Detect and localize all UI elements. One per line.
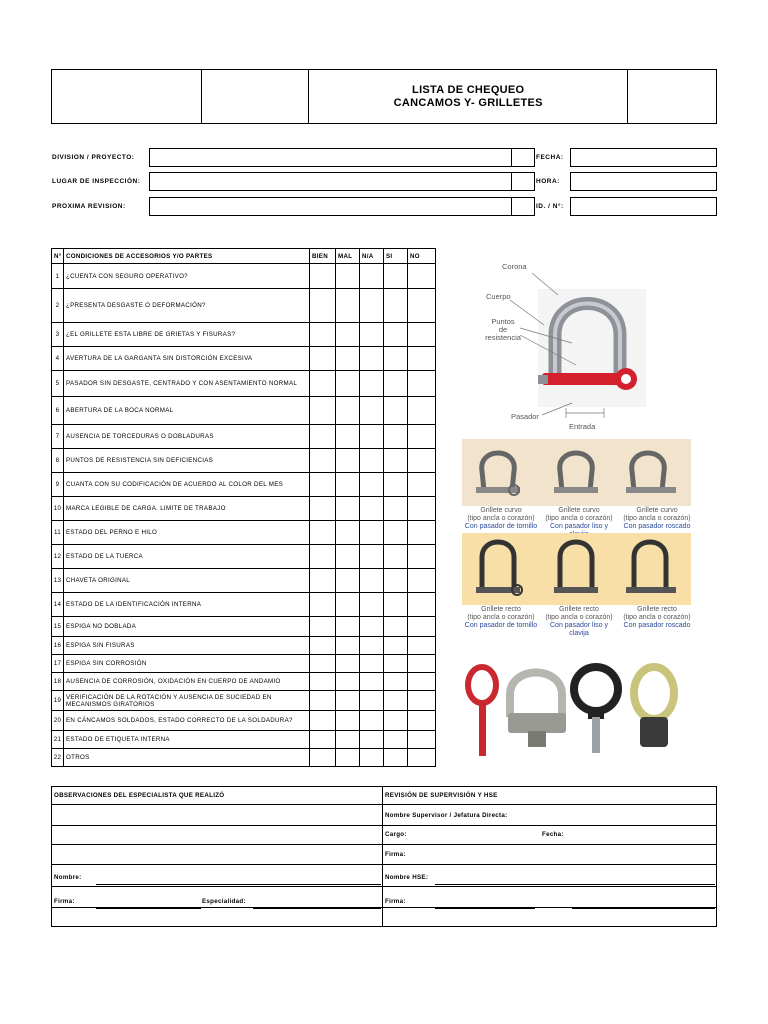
shackle-curved-2 [554, 453, 598, 493]
check-cell-na[interactable] [360, 473, 384, 497]
type-caption-line: Grillete curvo [636, 507, 678, 514]
check-cell-bien[interactable] [310, 497, 336, 521]
row-condition: CHAVETA ORIGINAL [64, 569, 310, 593]
row-number: 5 [52, 371, 64, 397]
hora-field[interactable] [570, 172, 717, 191]
black-eyebolt [574, 667, 618, 753]
row-number: 1 [52, 264, 64, 289]
check-cell-na[interactable] [360, 425, 384, 449]
row-condition: ESPIGA SIN FISURAS [64, 637, 310, 655]
check-cell-bien[interactable] [310, 545, 336, 569]
check-cell-no[interactable] [408, 497, 436, 521]
check-cell-bien[interactable] [310, 569, 336, 593]
proxima-field[interactable] [149, 197, 512, 216]
check-cell-na[interactable] [360, 569, 384, 593]
check-cell-no[interactable] [408, 289, 436, 323]
row-number: 8 [52, 449, 64, 473]
shackle-curved-3 [626, 453, 676, 493]
cargo-label: Cargo: [385, 831, 407, 838]
row-condition: ESPIGA NO DOBLADA [64, 617, 310, 637]
row-number: 3 [52, 323, 64, 347]
check-cell-mal[interactable] [336, 323, 360, 347]
table-row [52, 347, 436, 371]
check-cell-bien[interactable] [310, 749, 336, 767]
check-cell-bien[interactable] [310, 371, 336, 397]
type-caption-line: Grillete recto [481, 606, 521, 613]
row-number: 21 [52, 731, 64, 749]
check-cell-mal[interactable] [336, 497, 360, 521]
table-row [52, 731, 436, 749]
check-cell-na[interactable] [360, 449, 384, 473]
col-si: SI [384, 249, 408, 264]
checklist-table [51, 248, 436, 767]
check-cell-no[interactable] [408, 691, 436, 711]
division-field-extra[interactable] [511, 148, 535, 167]
type-caption-line: Con pasador liso y clavija [550, 622, 608, 637]
row-condition: AUSENCIA DE TORCEDURAS O DOBLADURAS [64, 425, 310, 449]
row-condition: AUSENCIA DE CORROSIÓN, OXIDACIÓN EN CUERPO DE ANDAMIO [64, 673, 310, 691]
row-number: 16 [52, 637, 64, 655]
division-field[interactable] [149, 148, 512, 167]
row-number: 14 [52, 593, 64, 617]
label-pasador: Pasador [511, 412, 539, 421]
id-field[interactable] [570, 197, 717, 216]
check-cell-bien[interactable] [310, 347, 336, 371]
type-caption-line: (tipo ancla o corazón) [623, 515, 691, 522]
check-cell-si[interactable] [384, 545, 408, 569]
type-caption [618, 507, 696, 531]
check-cell-si[interactable] [384, 569, 408, 593]
row-condition: PUNTOS DE RESISTENCIA SIN DEFICIENCIAS [64, 449, 310, 473]
check-cell-bien[interactable] [310, 264, 336, 289]
check-cell-mal[interactable] [336, 655, 360, 673]
check-cell-no[interactable] [408, 449, 436, 473]
row-condition: ¿CUENTA CON SEGURO OPERATIVO? [64, 264, 310, 289]
row-number: 10 [52, 497, 64, 521]
row-number: 12 [52, 545, 64, 569]
col-bien: BIEN [310, 249, 336, 264]
type-caption-line: (tipo ancla o corazón) [467, 614, 535, 621]
check-cell-no[interactable] [408, 521, 436, 545]
check-cell-mal[interactable] [336, 749, 360, 767]
shackle-straight-2 [554, 542, 598, 593]
check-cell-bien[interactable] [310, 425, 336, 449]
check-cell-na[interactable] [360, 289, 384, 323]
especialidad-label: Especialidad: [202, 898, 246, 905]
row-condition: OTROS [64, 749, 310, 767]
col-na: N/A [360, 249, 384, 264]
check-cell-bien[interactable] [310, 289, 336, 323]
table-row [52, 617, 436, 637]
check-cell-na[interactable] [360, 397, 384, 425]
check-cell-no[interactable] [408, 569, 436, 593]
check-cell-no[interactable] [408, 545, 436, 569]
type-caption [462, 507, 540, 531]
check-cell-no[interactable] [408, 473, 436, 497]
check-cell-no[interactable] [408, 637, 436, 655]
swivel-hoist-ring [508, 673, 566, 748]
row-condition: ESTADO DE ETIQUETA INTERNA [64, 731, 310, 749]
check-cell-na[interactable] [360, 673, 384, 691]
row-condition: ¿PRESENTA DESGASTE O DEFORMACIÓN? [64, 289, 310, 323]
check-cell-na[interactable] [360, 749, 384, 767]
check-cell-mal[interactable] [336, 371, 360, 397]
table-row [52, 569, 436, 593]
check-cell-si[interactable] [384, 449, 408, 473]
table-row [52, 655, 436, 673]
check-cell-mal[interactable] [336, 691, 360, 711]
check-cell-bien[interactable] [310, 655, 336, 673]
title-line1: LISTA DE CHEQUEO [412, 83, 525, 96]
check-cell-no[interactable] [408, 711, 436, 731]
shackle-diagram [460, 255, 730, 435]
rev-cell [628, 70, 716, 123]
type-caption-line: Con pasador de tornillo [464, 523, 538, 530]
row-condition: MARCA LEGIBLE DE CARGA. LIMITE DE TRABAJO [64, 497, 310, 521]
table-row [52, 545, 436, 569]
row-condition: ¿EL GRILLETE ESTA LIBRE DE GRIETAS Y FISURAS? [64, 323, 310, 347]
check-cell-no[interactable] [408, 323, 436, 347]
check-cell-na[interactable] [360, 655, 384, 673]
check-cell-si[interactable] [384, 497, 408, 521]
row-number: 19 [52, 691, 64, 711]
code-cell [202, 70, 310, 123]
row-condition: ABERTURA DE LA BOCA NORMAL [64, 397, 310, 425]
row-condition: ESPIGA SIN CORROSIÓN [64, 655, 310, 673]
logo-cell [52, 70, 202, 123]
fecha-label: FECHA: [536, 154, 564, 161]
check-cell-bien[interactable] [310, 673, 336, 691]
col-n: N° [52, 249, 64, 264]
id-label: ID. / N°: [536, 203, 564, 210]
check-cell-si[interactable] [384, 473, 408, 497]
fecha-obs-label: Fecha: [542, 831, 564, 838]
check-cell-no[interactable] [408, 731, 436, 749]
check-cell-si[interactable] [384, 347, 408, 371]
check-cell-mal[interactable] [336, 545, 360, 569]
table-row [52, 497, 436, 521]
table-row [52, 521, 436, 545]
label-corona: Corona [502, 262, 527, 271]
type-caption-line: Con pasador roscado [623, 523, 691, 530]
table-row [52, 691, 436, 711]
col-no: NO [408, 249, 436, 264]
row-condition: VERIFICACIÓN DE LA ROTACIÓN Y AUSENCIA DE SUCIEDAD EN MECANISMOS GIRATORIOS [64, 691, 310, 711]
check-cell-si[interactable] [384, 289, 408, 323]
check-cell-na[interactable] [360, 731, 384, 749]
row-condition: CUANTA CON SU CODIFICACIÓN DE ACUERDO AL COLOR DEL MES [64, 473, 310, 497]
check-cell-mal[interactable] [336, 521, 360, 545]
checklist-header-row [52, 249, 436, 264]
table-row [52, 749, 436, 767]
check-cell-na[interactable] [360, 691, 384, 711]
check-cell-si[interactable] [384, 731, 408, 749]
table-row [52, 593, 436, 617]
table-row [52, 637, 436, 655]
yellow-hoist-ring [634, 667, 674, 747]
row-number: 4 [52, 347, 64, 371]
nombre-hse-label: Nombre HSE: [385, 874, 429, 881]
check-cell-si[interactable] [384, 637, 408, 655]
pin-eye-hole [621, 374, 631, 384]
label-puntos-2: de [498, 325, 508, 334]
check-cell-bien[interactable] [310, 449, 336, 473]
check-cell-no[interactable] [408, 593, 436, 617]
check-cell-mal[interactable] [336, 473, 360, 497]
row-condition: AVERTURA DE LA GARGANTA SIN DISTORCIÓN EXCESIVA [64, 347, 310, 371]
eyebolts-photo [462, 655, 692, 763]
label-cuerpo: Cuerpo [486, 292, 511, 301]
fecha-field[interactable] [570, 148, 717, 167]
check-cell-no[interactable] [408, 749, 436, 767]
type-caption-line: Grillete recto [559, 606, 599, 613]
firma-hse-label: Firma: [385, 898, 406, 905]
row-number: 2 [52, 289, 64, 323]
row-condition: ESTADO DE LA TUERCA [64, 545, 310, 569]
types-row1-images [462, 439, 691, 506]
check-cell-mal[interactable] [336, 617, 360, 637]
check-cell-no[interactable] [408, 264, 436, 289]
row-number: 15 [52, 617, 64, 637]
table-row [52, 371, 436, 397]
division-label: DIVISION / PROYECTO: [52, 154, 135, 161]
row-number: 11 [52, 521, 64, 545]
shackle-straight-1 [476, 542, 522, 595]
type-caption-line: (tipo ancla o corazón) [623, 614, 691, 621]
check-cell-no[interactable] [408, 371, 436, 397]
check-cell-mal[interactable] [336, 673, 360, 691]
check-cell-mal[interactable] [336, 397, 360, 425]
check-cell-mal[interactable] [336, 637, 360, 655]
table-row [52, 425, 436, 449]
label-puntos-1: Puntos [491, 317, 515, 326]
check-cell-na[interactable] [360, 347, 384, 371]
check-cell-bien[interactable] [310, 711, 336, 731]
type-caption [540, 606, 618, 638]
shackle-straight-3 [626, 542, 676, 593]
row-condition: PASADOR SIN DESGASTE, CENTRADO Y CON ASENTAMIENTO NORMAL [64, 371, 310, 397]
label-puntos [483, 318, 523, 342]
check-cell-bien[interactable] [310, 593, 336, 617]
check-cell-si[interactable] [384, 749, 408, 767]
check-cell-si[interactable] [384, 425, 408, 449]
check-cell-mal[interactable] [336, 569, 360, 593]
row-condition: ESTADO DE LA IDENTIFICACIÓN INTERNA [64, 593, 310, 617]
lugar-label: LUGAR DE INSPECCIÓN: [52, 178, 141, 185]
check-cell-si[interactable] [384, 593, 408, 617]
check-cell-no[interactable] [408, 397, 436, 425]
check-cell-na[interactable] [360, 545, 384, 569]
lugar-field-extra[interactable] [511, 172, 535, 191]
red-eyebolt [468, 667, 496, 756]
nombre-supervisor-label: Nombre Supervisor / Jefatura Directa: [385, 812, 508, 819]
check-cell-no[interactable] [408, 655, 436, 673]
check-cell-si[interactable] [384, 264, 408, 289]
check-cell-mal[interactable] [336, 289, 360, 323]
lugar-field[interactable] [149, 172, 512, 191]
check-cell-na[interactable] [360, 617, 384, 637]
table-row [52, 264, 436, 289]
shackle-curved-1 [476, 453, 520, 495]
check-cell-si[interactable] [384, 673, 408, 691]
check-cell-si[interactable] [384, 655, 408, 673]
row-number: 18 [52, 673, 64, 691]
check-cell-bien[interactable] [310, 521, 336, 545]
type-caption-line: (tipo ancla o corazón) [545, 614, 613, 621]
check-cell-no[interactable] [408, 673, 436, 691]
title-cell [309, 70, 628, 123]
check-cell-na[interactable] [360, 264, 384, 289]
obs-left-title: OBSERVACIONES DEL ESPECIALISTA QUE REALIZÓ [54, 792, 225, 799]
table-row [52, 473, 436, 497]
type-caption-line: (tipo ancla o corazón) [467, 515, 535, 522]
check-cell-bien[interactable] [310, 397, 336, 425]
firma-supervisor-label: Firma: [385, 851, 406, 858]
check-cell-bien[interactable] [310, 637, 336, 655]
check-cell-mal[interactable] [336, 264, 360, 289]
check-cell-mal[interactable] [336, 593, 360, 617]
type-caption [462, 606, 540, 630]
proxima-field-extra[interactable] [511, 197, 535, 216]
check-cell-bien[interactable] [310, 691, 336, 711]
nombre-label: Nombre: [54, 874, 82, 881]
check-cell-na[interactable] [360, 637, 384, 655]
check-cell-na[interactable] [360, 521, 384, 545]
check-cell-si[interactable] [384, 371, 408, 397]
obs-right-title: REVISIÓN DE SUPERVISIÓN Y HSE [385, 792, 498, 799]
col-condiciones: CONDICIONES DE ACCESORIOS Y/O PARTES [64, 249, 310, 264]
type-caption-line: Con pasador liso y [550, 523, 608, 530]
row-number: 9 [52, 473, 64, 497]
header-table [51, 69, 717, 124]
check-cell-si[interactable] [384, 521, 408, 545]
row-condition: ESTADO DEL PERNO E HILO [64, 521, 310, 545]
firma-label: Firma: [54, 898, 75, 905]
check-cell-na[interactable] [360, 497, 384, 521]
row-number: 13 [52, 569, 64, 593]
check-cell-mal[interactable] [336, 449, 360, 473]
row-condition: EN CÁNCAMOS SOLDADOS, ESTADO CORRECTO DE LA SOLDADURA? [64, 711, 310, 731]
type-caption-line: Con pasador roscado [623, 622, 691, 629]
table-row [52, 711, 436, 731]
table-row [52, 289, 436, 323]
type-caption [618, 606, 696, 630]
type-caption-line: Grillete curvo [480, 507, 522, 514]
row-number: 17 [52, 655, 64, 673]
check-cell-no[interactable] [408, 617, 436, 637]
label-entrada: Entrada [569, 422, 596, 431]
check-cell-mal[interactable] [336, 347, 360, 371]
check-cell-bien[interactable] [310, 617, 336, 637]
table-row [52, 323, 436, 347]
pin-head [538, 375, 548, 384]
type-caption-line: Grillete recto [637, 606, 677, 613]
check-cell-na[interactable] [360, 323, 384, 347]
hora-label: HORA: [536, 178, 560, 185]
check-cell-mal[interactable] [336, 711, 360, 731]
check-cell-si[interactable] [384, 691, 408, 711]
row-number: 22 [52, 749, 64, 767]
table-row [52, 449, 436, 473]
types-row2-images [462, 533, 691, 605]
check-cell-na[interactable] [360, 711, 384, 731]
check-cell-si[interactable] [384, 397, 408, 425]
check-cell-no[interactable] [408, 347, 436, 371]
check-cell-si[interactable] [384, 711, 408, 731]
observations-table [51, 786, 717, 927]
check-cell-bien[interactable] [310, 731, 336, 749]
check-cell-si[interactable] [384, 323, 408, 347]
type-caption-line: Grillete curvo [558, 507, 600, 514]
title-line2: CANCAMOS Y- GRILLETES [393, 96, 543, 109]
col-mal: MAL [336, 249, 360, 264]
table-row [52, 397, 436, 425]
type-caption-line: Con pasador de tornillo [464, 622, 538, 629]
check-cell-si[interactable] [384, 617, 408, 637]
table-row [52, 673, 436, 691]
check-cell-bien[interactable] [310, 473, 336, 497]
check-cell-na[interactable] [360, 371, 384, 397]
type-caption-line: (tipo ancla o corazón) [545, 515, 613, 522]
row-number: 7 [52, 425, 64, 449]
check-cell-mal[interactable] [336, 731, 360, 749]
proxima-label: PROXIMA REVISION: [52, 203, 126, 210]
check-cell-no[interactable] [408, 425, 436, 449]
check-cell-mal[interactable] [336, 425, 360, 449]
row-number: 20 [52, 711, 64, 731]
label-puntos-3: resistencia [485, 333, 521, 342]
check-cell-na[interactable] [360, 593, 384, 617]
check-cell-bien[interactable] [310, 323, 336, 347]
row-number: 6 [52, 397, 64, 425]
